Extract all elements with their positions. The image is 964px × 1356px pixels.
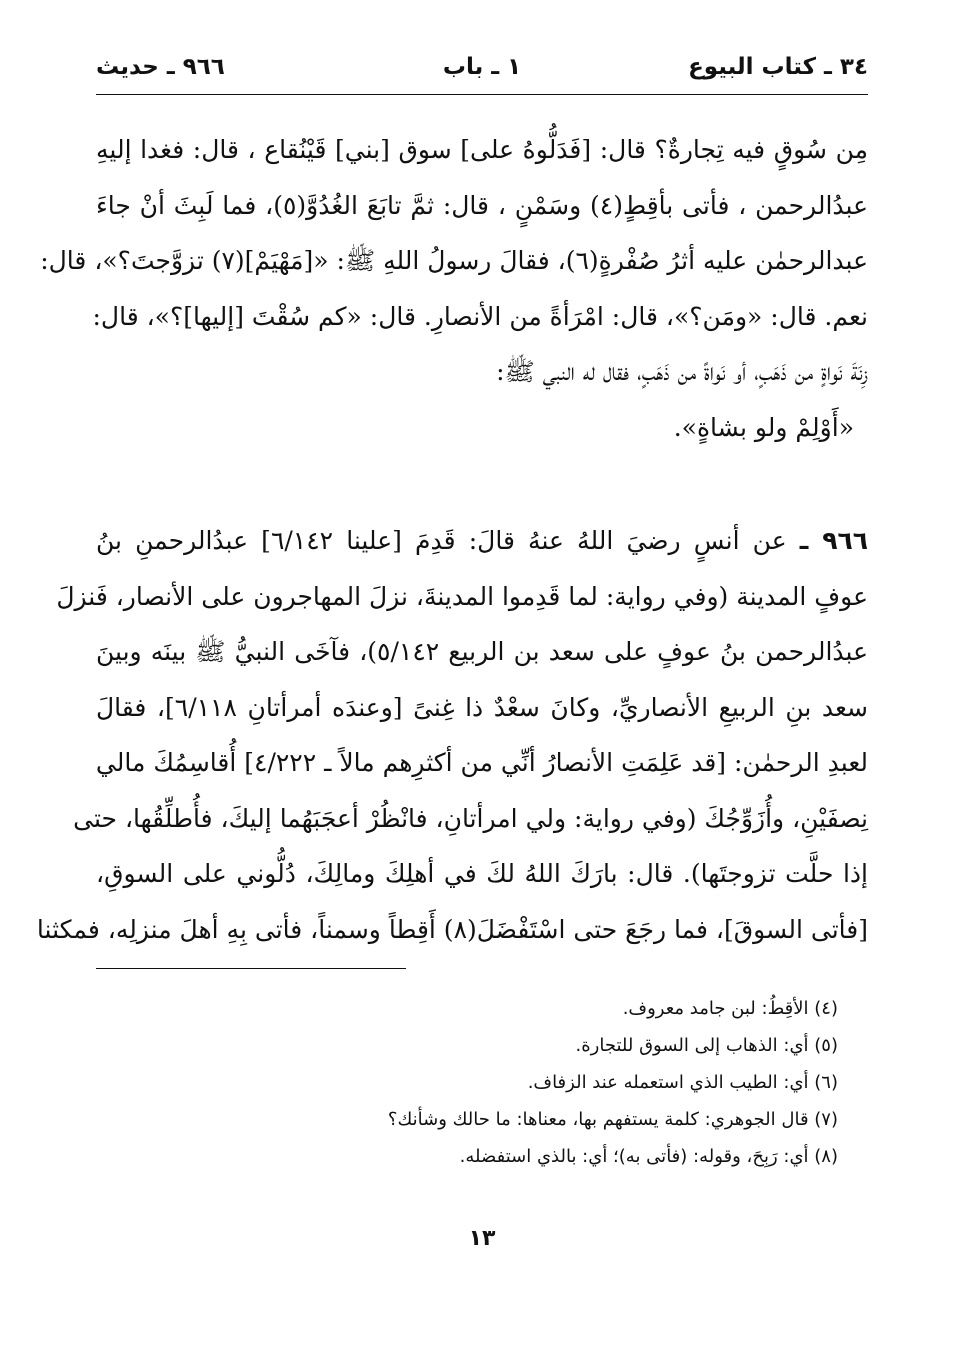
main-text	[36, 122, 869, 957]
text-line: عبدالرحمٰن عليه أثرُ صُفْرةٍ(٦)، فقالَ رسولُ اللهِ ﷺ: «[مَهْيَمْ](٧) تزوَّجتَ؟»، قال:	[40, 246, 868, 275]
text-line: عن أنسٍ رضيَ اللهُ عنهُ قالَ: قَدِمَ [علينا ٦/١٤٢] عبدُالرحمنِ بنُ	[96, 526, 787, 555]
text-line: نعم. قال: «ومَن؟»، قال: امْرَأةً من الأنصارِ. قال: «كم سُقْتَ [إليها]؟»، قال:	[92, 301, 868, 331]
footnote: (٥) أي: الذهاب إلى السوق للتجارة.	[575, 1035, 838, 1056]
header-chapter: ١ ـ باب	[442, 54, 522, 80]
hadith-first-line	[96, 513, 868, 569]
text-line: زِنَةَ نَواةٍ من ذَهَبٍ، أو نَواةً من ذَهَبٍ، فقال له النبي ﷺ:	[496, 357, 868, 386]
text-line: عبدُالرحمن بنُ عوفٍ على سعد بن الربيع ٥/١٤٢)، فآخَى النبيُّ ﷺ بينَه وبينَ	[96, 637, 868, 666]
text-line: عوفٍ المدينة (وفي رواية: لما قَدِموا المدينةَ، نزلَ المهاجرون على الأنصار، فَنزلَ	[56, 581, 868, 611]
paragraph-gap	[96, 455, 868, 513]
footnote: (٧) قال الجوهري: كلمة يستفهم بها، معناها: ما حالك وشأنك؟	[387, 1109, 838, 1130]
hadith-number: ٩٦٦ ـ	[799, 526, 869, 555]
footnotes	[96, 990, 838, 1175]
text-line: نِصفَيْنِ، وأُزَوِّجُكَ (وفي رواية: ولي امرأتانِ، فانْظُرْ أعجَبَهُما إليكَ، فأُطلِّقُها، حتى	[73, 803, 868, 833]
text-line: إذا حلَّت تزوجتَها). قال: بارَكَ اللهُ لكَ في أهلِكَ ومالِكَ، دُلُّوني على السوقِ،	[96, 859, 868, 888]
text-line: عبدُالرحمن ، فأتى بأقِطٍ(٤) وسَمْنٍ ، قال: ثمَّ تابَعَ الغُدُوَّ(٥)، فما لَبِثَ أنْ جاءَ	[96, 190, 868, 220]
header-hadith-number: ٩٦٦ ـ حديث	[96, 54, 225, 80]
footnote: (٦) أي: الطيب الذي استعمله عند الزفاف.	[527, 1072, 838, 1093]
text-line: مِن سُوقٍ فيه تِجارةٌ؟ قال: [فَدَلُّوهُ على] سوق [بني] قَيْنُقاع ، قال: فغدا إليهِ	[96, 135, 868, 164]
running-header	[96, 44, 868, 92]
footnote: (٤) الأقِطُ: لبن جامد معروف.	[622, 998, 838, 1019]
header-book-title: ٣٤ ـ كتاب البيوع	[688, 54, 868, 80]
prophetic-quote: «أَوْلِمْ ولو بشاةٍ».	[673, 412, 854, 442]
footnote: (٨) أي: رَبِحَ، وقوله: (فأتى به)؛ أي: بالذي استفضله.	[459, 1146, 838, 1167]
footnote-divider	[96, 968, 406, 969]
text-line: لعبدِ الرحمٰن: [قد عَلِمَتِ الأنصارُ أنِّي من أكثرِهم مالاً ـ ٤/٢٢٢] أُقاسِمُكَ مالي	[95, 748, 868, 777]
text-line: سعد بنِ الربيعِ الأنصاريِّ، وكانَ سعْدٌ ذا غِنىً [وعندَه أمرأتانِ ٦/١١٨]، فقالَ	[96, 692, 868, 722]
page-number: ١٣	[468, 1226, 496, 1251]
header-divider	[96, 94, 868, 95]
text-line: [فأتى السوقَ]، فما رجَعَ حتى اسْتَفْضَلَ(٨) أَقِطاً وسمناً، فأتى بِهِ أهلَ منزلِه، فمكثنا	[36, 914, 868, 944]
